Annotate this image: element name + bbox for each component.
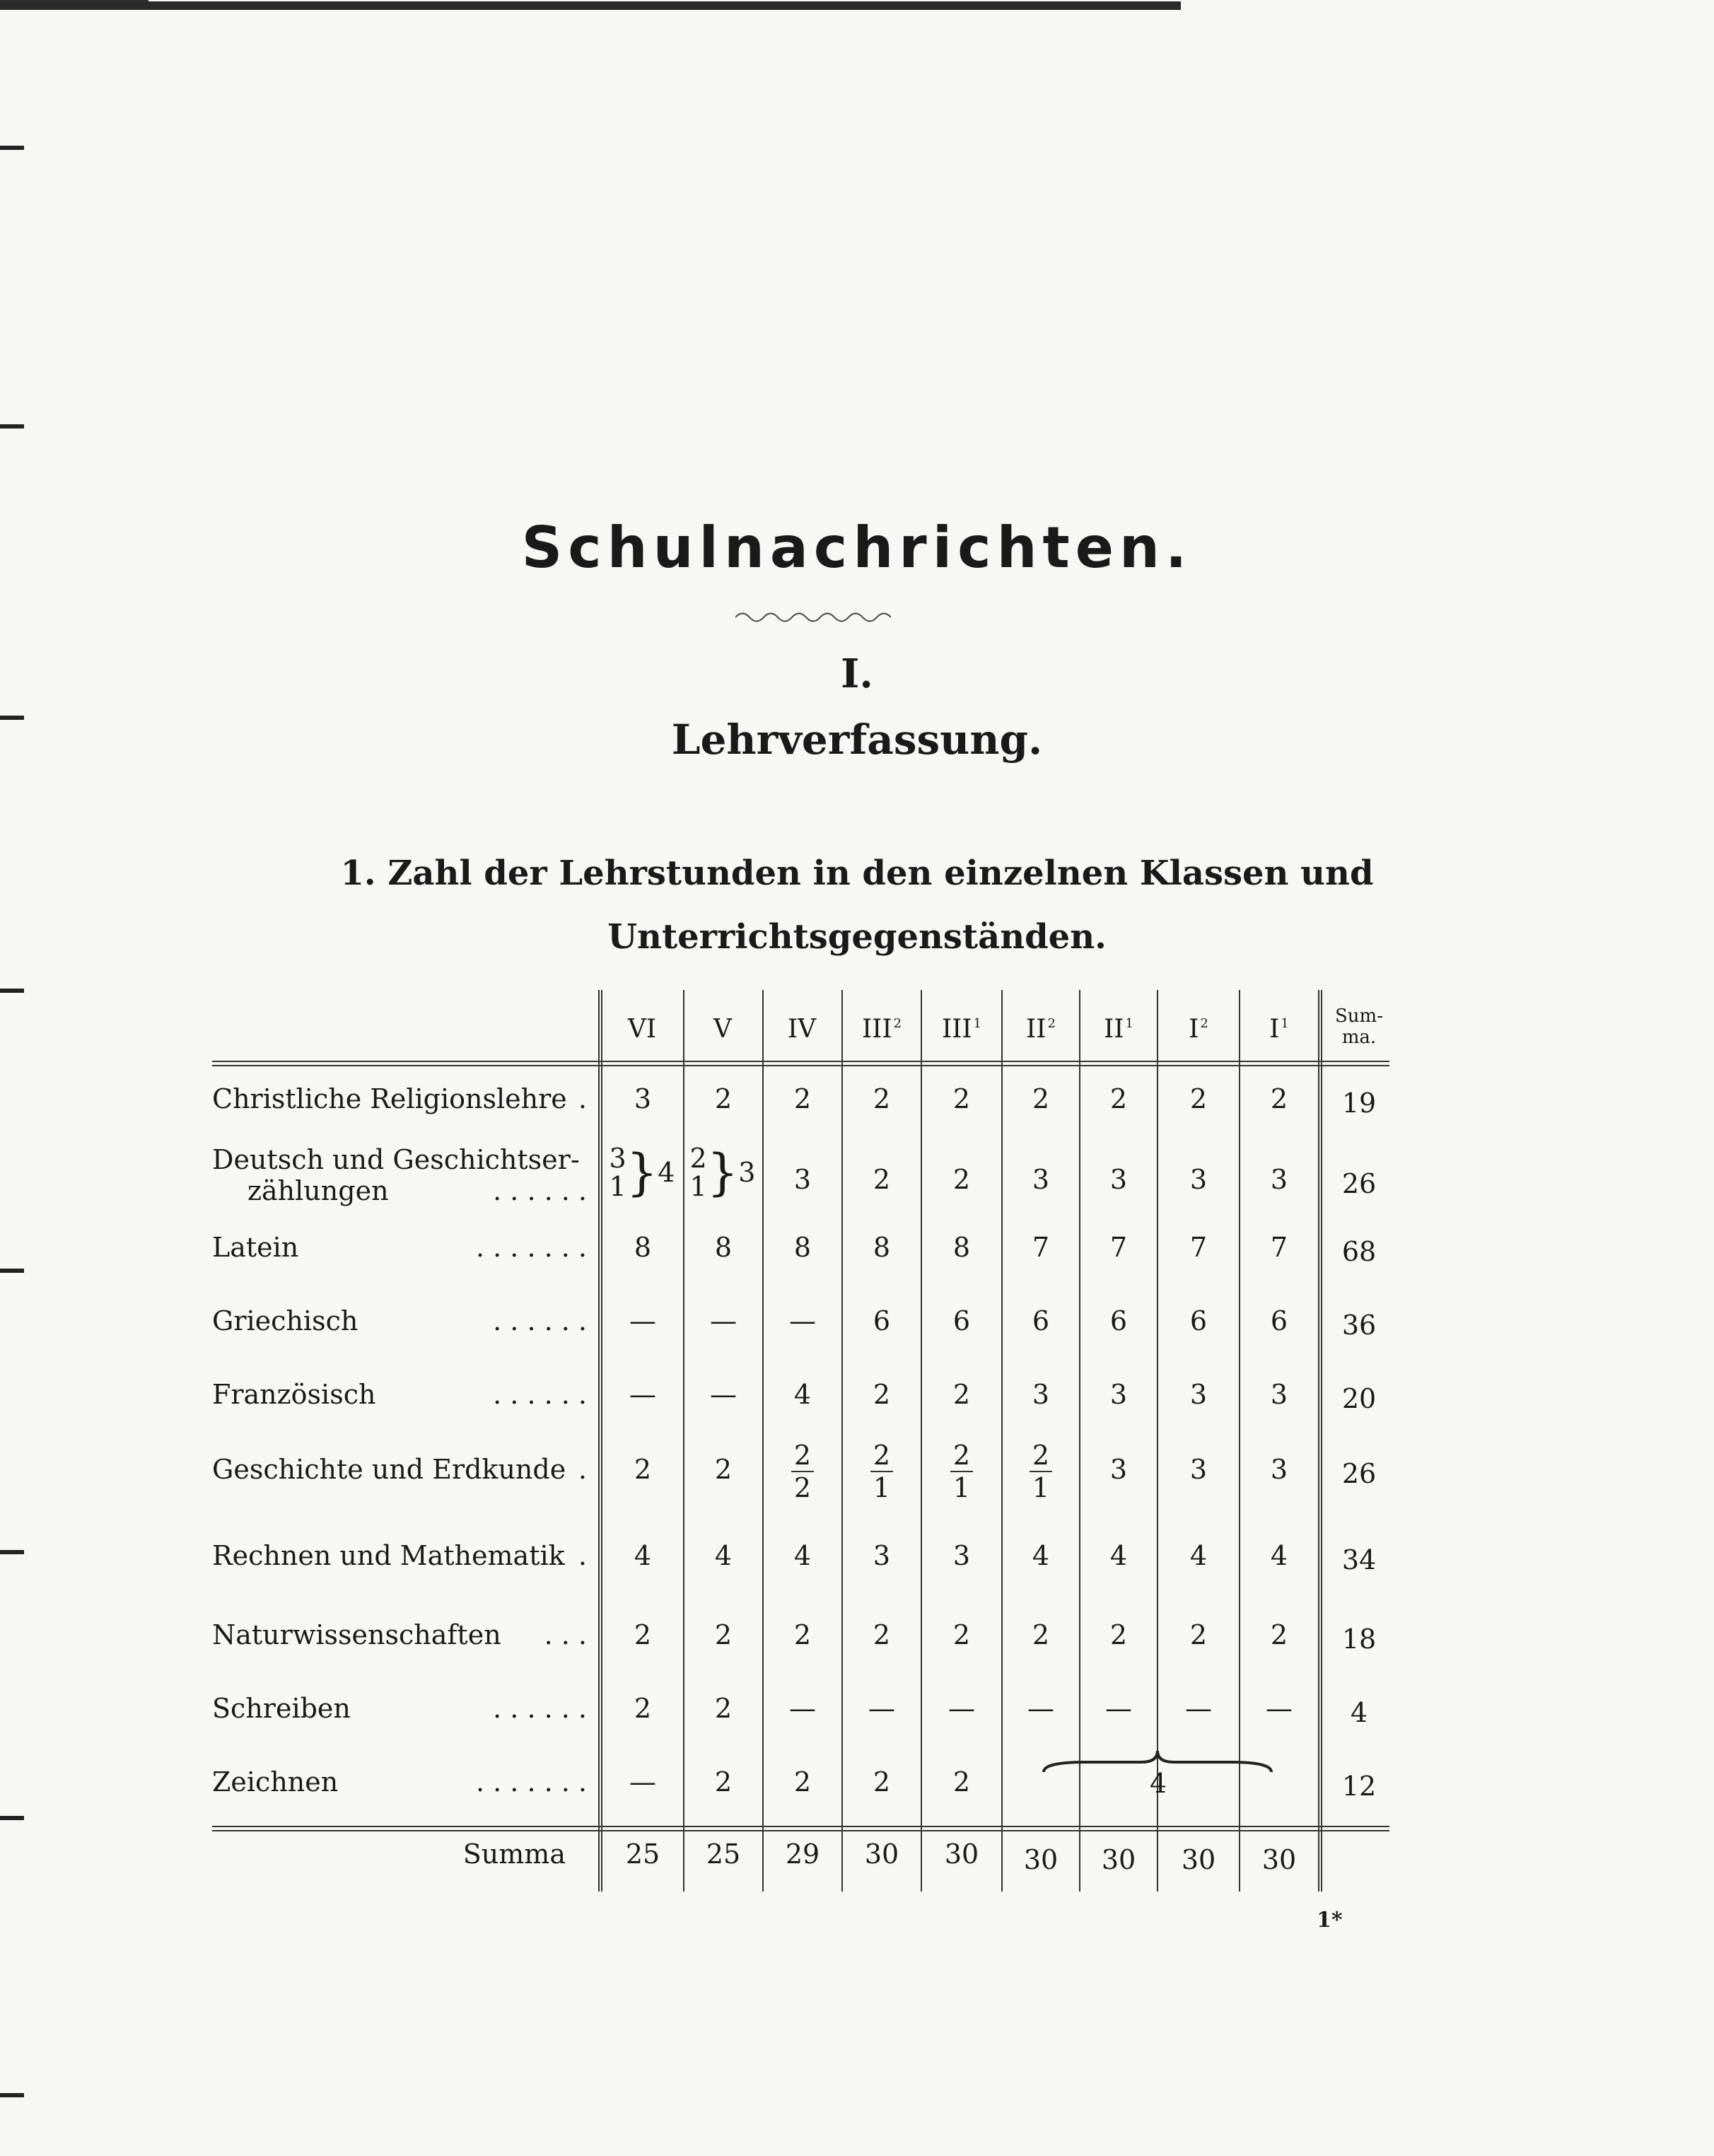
summa-cell: 30 bbox=[1023, 1844, 1059, 1875]
table-cell: 3 bbox=[952, 1540, 971, 1571]
row-label-zeichnen: Zeichnen . . . . . . . bbox=[212, 1766, 587, 1797]
row-label-religion: Christliche Religionslehre . bbox=[212, 1083, 587, 1114]
cell-geschichte-iv: $\frac{2}{2}$ bbox=[764, 1440, 841, 1503]
sum-cell: 26 bbox=[1341, 1168, 1377, 1199]
column-header-i1: I $^1$ bbox=[1269, 1015, 1289, 1044]
sum-cell: 12 bbox=[1341, 1771, 1377, 1802]
column-header-ii2: II $^2$ bbox=[1026, 1015, 1056, 1044]
body-bottom-rule bbox=[212, 1830, 1389, 1831]
table-cell: 2 bbox=[1032, 1619, 1050, 1650]
table-cell: 2 bbox=[714, 1083, 733, 1114]
table-cell: 2 bbox=[873, 1083, 891, 1114]
table-cell: — bbox=[1266, 1693, 1293, 1724]
table-cell: 3 bbox=[1270, 1379, 1288, 1410]
body-bottom-rule bbox=[212, 1826, 1389, 1827]
table-cell: 6 bbox=[1032, 1305, 1050, 1336]
table-cell: 3 bbox=[634, 1083, 652, 1114]
cell-deutsch-vi: 3 1}4 bbox=[609, 1143, 675, 1202]
column-header-iii2: III $^2$ bbox=[861, 1015, 902, 1044]
table-cell: 2 bbox=[1109, 1619, 1128, 1650]
wavy-divider bbox=[735, 610, 891, 625]
row-label-griechisch: Griechisch . . . . . . bbox=[212, 1305, 587, 1336]
table-cell: 2 bbox=[793, 1766, 812, 1797]
table-cell: 2 bbox=[952, 1379, 971, 1410]
column-header-v: V bbox=[713, 1015, 732, 1044]
column-header-summa bbox=[1324, 1006, 1394, 1048]
table-cell: 8 bbox=[793, 1232, 812, 1263]
page-number: 1* bbox=[1317, 1908, 1343, 1933]
table-cell: — bbox=[948, 1693, 975, 1724]
deutsch-v-part2: 1 bbox=[689, 1171, 707, 1202]
table-cell: 3 bbox=[1189, 1379, 1208, 1410]
table-cell: 3 bbox=[1270, 1454, 1288, 1485]
table-cell: 8 bbox=[714, 1232, 733, 1263]
table-cell: 2 bbox=[714, 1454, 733, 1485]
binding-mark bbox=[0, 989, 24, 993]
table-heading bbox=[0, 841, 1714, 969]
row-label-franzoesisch: Französisch . . . . . . bbox=[212, 1379, 587, 1410]
table-cell: 2 bbox=[714, 1619, 733, 1650]
table-cell: 2 bbox=[873, 1619, 891, 1650]
table-cell: 2 bbox=[1189, 1083, 1208, 1114]
table-cell: 3 bbox=[1109, 1454, 1128, 1485]
table-cell: 2 bbox=[714, 1693, 733, 1724]
table-heading-line1: 1. Zahl der Lehrstunden in den einzelnen Klassen und bbox=[340, 853, 1374, 893]
sum-cell: 68 bbox=[1341, 1236, 1377, 1267]
summa-cell: 29 bbox=[785, 1839, 820, 1870]
row-label-latein: Latein . . . . . . . bbox=[212, 1232, 587, 1263]
table-cell: 3 bbox=[793, 1164, 812, 1195]
deutsch-label-line2: zählungen . . . . . . bbox=[247, 1175, 587, 1206]
table-cell: 2 bbox=[634, 1454, 652, 1485]
table-cell: — bbox=[710, 1305, 737, 1336]
sum-cell: 26 bbox=[1341, 1458, 1377, 1489]
deutsch-label-line1: Deutsch und Geschichtser- bbox=[212, 1144, 580, 1175]
deutsch-vi-total: 4 bbox=[658, 1157, 675, 1188]
sum-cell: 18 bbox=[1341, 1624, 1377, 1655]
summa-header-line1: Sum- bbox=[1335, 1006, 1383, 1027]
summa-cell: 30 bbox=[864, 1839, 899, 1870]
table-cell: 8 bbox=[873, 1232, 891, 1263]
column-header-iii1: III $^1$ bbox=[941, 1015, 982, 1044]
sum-cell: 36 bbox=[1341, 1310, 1377, 1341]
sum-cell: 4 bbox=[1350, 1697, 1368, 1728]
page-title: Schulnachrichten. bbox=[521, 515, 1193, 581]
table-cell: 3 bbox=[1189, 1164, 1208, 1195]
column-header-ii1: II $^1$ bbox=[1104, 1015, 1133, 1044]
row-label-naturwissenschaften: Naturwissenschaften . . . bbox=[212, 1619, 587, 1650]
table-cell: 4 bbox=[1270, 1540, 1288, 1571]
column-header-vi: VI bbox=[627, 1015, 657, 1044]
sum-cell: 19 bbox=[1341, 1088, 1377, 1119]
table-cell: 2 bbox=[873, 1164, 891, 1195]
table-cell: — bbox=[629, 1305, 656, 1336]
table-cell: — bbox=[1185, 1693, 1212, 1724]
table-cell: — bbox=[629, 1766, 656, 1797]
table-cell: 2 bbox=[793, 1619, 812, 1650]
table-cell: 4 bbox=[714, 1540, 733, 1571]
deutsch-v-part1: 2 bbox=[689, 1143, 707, 1174]
binding-mark bbox=[0, 1269, 24, 1273]
summa-header-line2: ma. bbox=[1341, 1027, 1377, 1048]
table-cell: 6 bbox=[1270, 1305, 1288, 1336]
table-cell: 2 bbox=[1109, 1083, 1128, 1114]
summa-cell: 25 bbox=[706, 1839, 741, 1870]
cell-geschichte-ii2: $\frac{2}{1}$ bbox=[1003, 1440, 1079, 1503]
table-cell: 2 bbox=[1032, 1083, 1050, 1114]
table-cell: 4 bbox=[634, 1540, 652, 1571]
column-header-i2: I $^2$ bbox=[1189, 1015, 1208, 1044]
binding-mark bbox=[0, 1816, 24, 1820]
table-cell: — bbox=[1027, 1693, 1054, 1724]
cell-geschichte-iii1: $\frac{2}{1}$ bbox=[922, 1440, 1001, 1503]
column-header-iv: IV bbox=[787, 1015, 817, 1044]
sum-column-divider bbox=[1318, 990, 1322, 1892]
label-column-divider bbox=[598, 990, 602, 1892]
table-cell: 3 bbox=[873, 1540, 891, 1571]
table-cell: 2 bbox=[793, 1083, 812, 1114]
section-title: Lehrverfassung. bbox=[671, 716, 1043, 764]
table-cell: 2 bbox=[952, 1766, 971, 1797]
summa-cell: 25 bbox=[625, 1839, 660, 1870]
table-heading-line2: Unterrichtsgegenständen. bbox=[607, 917, 1107, 957]
table-cell: 3 bbox=[1032, 1164, 1050, 1195]
table-cell: 2 bbox=[952, 1164, 971, 1195]
binding-mark bbox=[0, 2093, 24, 2097]
table-cell: 4 bbox=[1109, 1540, 1128, 1571]
zeichnen-braced-value: 4 bbox=[1150, 1768, 1167, 1799]
deutsch-vi-part1: 3 bbox=[609, 1143, 626, 1174]
table-cell: — bbox=[789, 1693, 816, 1724]
table-cell: 3 bbox=[1032, 1379, 1050, 1410]
cell-geschichte-iii2: $\frac{2}{1}$ bbox=[843, 1440, 921, 1503]
table-cell: — bbox=[789, 1305, 816, 1336]
sum-cell: 20 bbox=[1341, 1383, 1377, 1414]
header-rule bbox=[212, 1061, 1389, 1062]
table-cell: 8 bbox=[634, 1232, 652, 1263]
table-cell: 2 bbox=[1189, 1619, 1208, 1650]
table-cell: 3 bbox=[1189, 1454, 1208, 1485]
column-divider bbox=[683, 990, 684, 1892]
table-cell: 2 bbox=[634, 1619, 652, 1650]
table-cell: 6 bbox=[1189, 1305, 1208, 1336]
table-cell: 2 bbox=[952, 1083, 971, 1114]
table-cell: 4 bbox=[793, 1540, 812, 1571]
table-cell: 7 bbox=[1032, 1232, 1050, 1263]
table-cell: 2 bbox=[634, 1693, 652, 1724]
table-top-rule bbox=[0, 1, 1181, 7]
sum-cell: 34 bbox=[1341, 1544, 1377, 1575]
table-cell: 2 bbox=[952, 1619, 971, 1650]
table-cell: 4 bbox=[793, 1379, 812, 1410]
summa-cell: 30 bbox=[1101, 1844, 1136, 1875]
table-cell: 8 bbox=[952, 1232, 971, 1263]
row-label-mathematik: Rechnen und Mathematik . bbox=[212, 1540, 587, 1571]
row-label-deutsch bbox=[212, 1144, 587, 1206]
summa-cell: 30 bbox=[944, 1839, 979, 1870]
table-cell: 2 bbox=[714, 1766, 733, 1797]
table-cell: 6 bbox=[952, 1305, 971, 1336]
header-rule bbox=[212, 1065, 1389, 1066]
cell-deutsch-v: 2 1}3 bbox=[689, 1143, 756, 1202]
summa-cell: 30 bbox=[1261, 1844, 1297, 1875]
row-label-geschichte: Geschichte und Erdkunde . bbox=[212, 1454, 587, 1485]
table-cell: 6 bbox=[1109, 1305, 1128, 1336]
table-cell: 2 bbox=[873, 1379, 891, 1410]
deutsch-vi-part2: 1 bbox=[609, 1171, 626, 1202]
table-cell: 7 bbox=[1270, 1232, 1288, 1263]
binding-mark bbox=[0, 146, 24, 150]
section-number: I. bbox=[841, 651, 873, 697]
table-cell: 7 bbox=[1189, 1232, 1208, 1263]
deutsch-v-total: 3 bbox=[738, 1157, 756, 1188]
table-cell: 3 bbox=[1109, 1164, 1128, 1195]
table-cell: — bbox=[1105, 1693, 1132, 1724]
table-cell: 4 bbox=[1032, 1540, 1050, 1571]
table-cell: 3 bbox=[1270, 1164, 1288, 1195]
binding-mark bbox=[0, 424, 24, 429]
table-cell: — bbox=[710, 1379, 737, 1410]
table-cell: 2 bbox=[873, 1766, 891, 1797]
table-cell: — bbox=[868, 1693, 895, 1724]
row-label-summa: Summa bbox=[462, 1839, 566, 1870]
table-cell: 6 bbox=[873, 1305, 891, 1336]
table-cell: — bbox=[629, 1379, 656, 1410]
table-cell: 7 bbox=[1109, 1232, 1128, 1263]
table-cell: 4 bbox=[1189, 1540, 1208, 1571]
row-label-schreiben: Schreiben . . . . . . bbox=[212, 1693, 587, 1724]
binding-mark bbox=[0, 1550, 24, 1554]
summa-cell: 30 bbox=[1181, 1844, 1216, 1875]
table-cell: 2 bbox=[1270, 1619, 1288, 1650]
table-cell: 3 bbox=[1109, 1379, 1128, 1410]
table-top-rule-thin bbox=[0, 7, 1181, 10]
table-cell: 2 bbox=[1270, 1083, 1288, 1114]
